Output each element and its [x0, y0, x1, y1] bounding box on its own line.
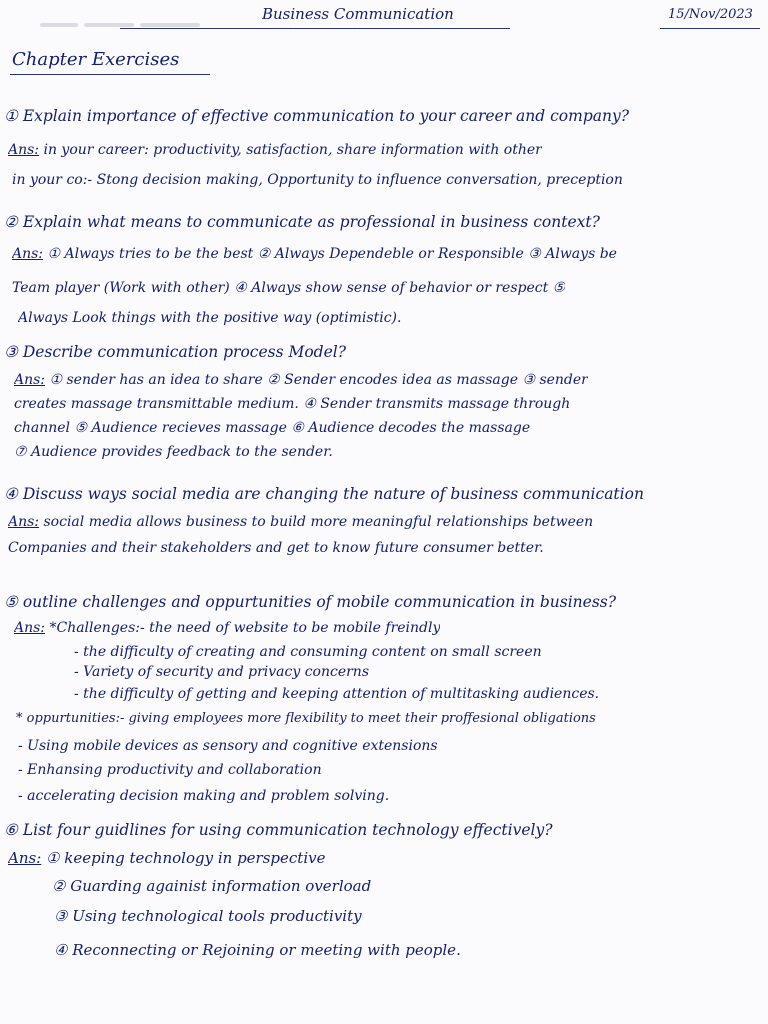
question-6: ⑥ List four guidlines for using communication technology effectively?: [4, 822, 553, 839]
answer-2-line-3: Always Look things with the positive way (optimistic).: [18, 310, 402, 326]
question-2: ② Explain what means to communicate as professional in business context?: [4, 214, 600, 231]
answer-2-line-2: Team player (Work with other) ④ Always show sense of behavior or respect ⑤: [12, 280, 566, 296]
answer-1-line-2: in your co:- Stong decision making, Opportunity to influence conversation, preception: [12, 172, 623, 188]
answer-label: Ans:: [8, 850, 42, 867]
answer-5-line-1: Ans: *Challenges:- the need of website to be mobile freindly: [14, 620, 441, 636]
answer-6-line-2: ② Guarding againist information overload: [52, 878, 372, 895]
answer-5-line-8: - accelerating decision making and problem solving.: [18, 788, 390, 804]
answer-3-line-2: creates massage transmittable medium. ④ Sender transmits massage through: [14, 396, 571, 412]
heading-underline: [10, 74, 210, 75]
question-3: ③ Describe communication process Model?: [4, 344, 347, 361]
answer-label: Ans:: [12, 246, 44, 262]
question-4: ④ Discuss ways social media are changing the nature of business communication: [4, 486, 644, 503]
date-underline: [660, 28, 760, 29]
answer-1-line-1: Ans: in your career: productivity, satisfaction, share information with other: [8, 142, 542, 158]
bleed-through-marks: [40, 14, 210, 24]
answer-2-line-1: Ans: ① Always tries to be the best ② Always Dependeble or Responsible ③ Always be: [12, 246, 617, 262]
title-underline: [120, 28, 510, 29]
answer-3-line-3: channel ⑤ Audience recieves massage ⑥ Audience decodes the massage: [14, 420, 531, 436]
question-5: ⑤ outline challenges and oppurtunities of mobile communication in business?: [4, 594, 617, 611]
answer-6-line-4: ④ Reconnecting or Rejoining or meeting with people.: [54, 942, 461, 959]
answer-5-line-7: - Enhansing productivity and collaboration: [18, 762, 322, 778]
answer-5-line-4: - the difficulty of getting and keeping attention of multitasking audiences.: [74, 686, 600, 702]
answer-6-line-3: ③ Using technological tools productivity: [54, 908, 362, 925]
answer-5-line-6: - Using mobile devices as sensory and cognitive extensions: [18, 738, 438, 754]
section-heading: Chapter Exercises: [12, 50, 180, 70]
page-date: 15/Nov/2023: [668, 8, 753, 22]
answer-3-line-4: ⑦ Audience provides feedback to the sender.: [14, 444, 333, 460]
answer-label: Ans:: [8, 142, 40, 158]
question-1: ① Explain importance of effective communication to your career and company?: [4, 108, 630, 125]
answer-5-line-3: - Variety of security and privacy concerns: [74, 664, 370, 680]
answer-label: Ans:: [14, 620, 46, 636]
answer-3-line-1: Ans: ① sender has an idea to share ② Sender encodes idea as massage ③ sender: [14, 372, 588, 388]
answer-6-line-1: Ans: ① keeping technology in perspective: [8, 850, 326, 867]
answer-4-line-2: Companies and their stakeholders and get to know future consumer better.: [8, 540, 544, 556]
answer-5-line-2: - the difficulty of creating and consuming content on small screen: [74, 644, 542, 660]
answer-5-line-5: * oppurtunities:- giving employees more flexibility to meet their proffesional obligations: [16, 712, 596, 726]
answer-4-line-1: Ans: social media allows business to build more meaningful relationships between: [8, 514, 594, 530]
answer-label: Ans:: [14, 372, 46, 388]
answer-label: Ans:: [8, 514, 40, 530]
page-title: Business Communication: [262, 6, 454, 23]
